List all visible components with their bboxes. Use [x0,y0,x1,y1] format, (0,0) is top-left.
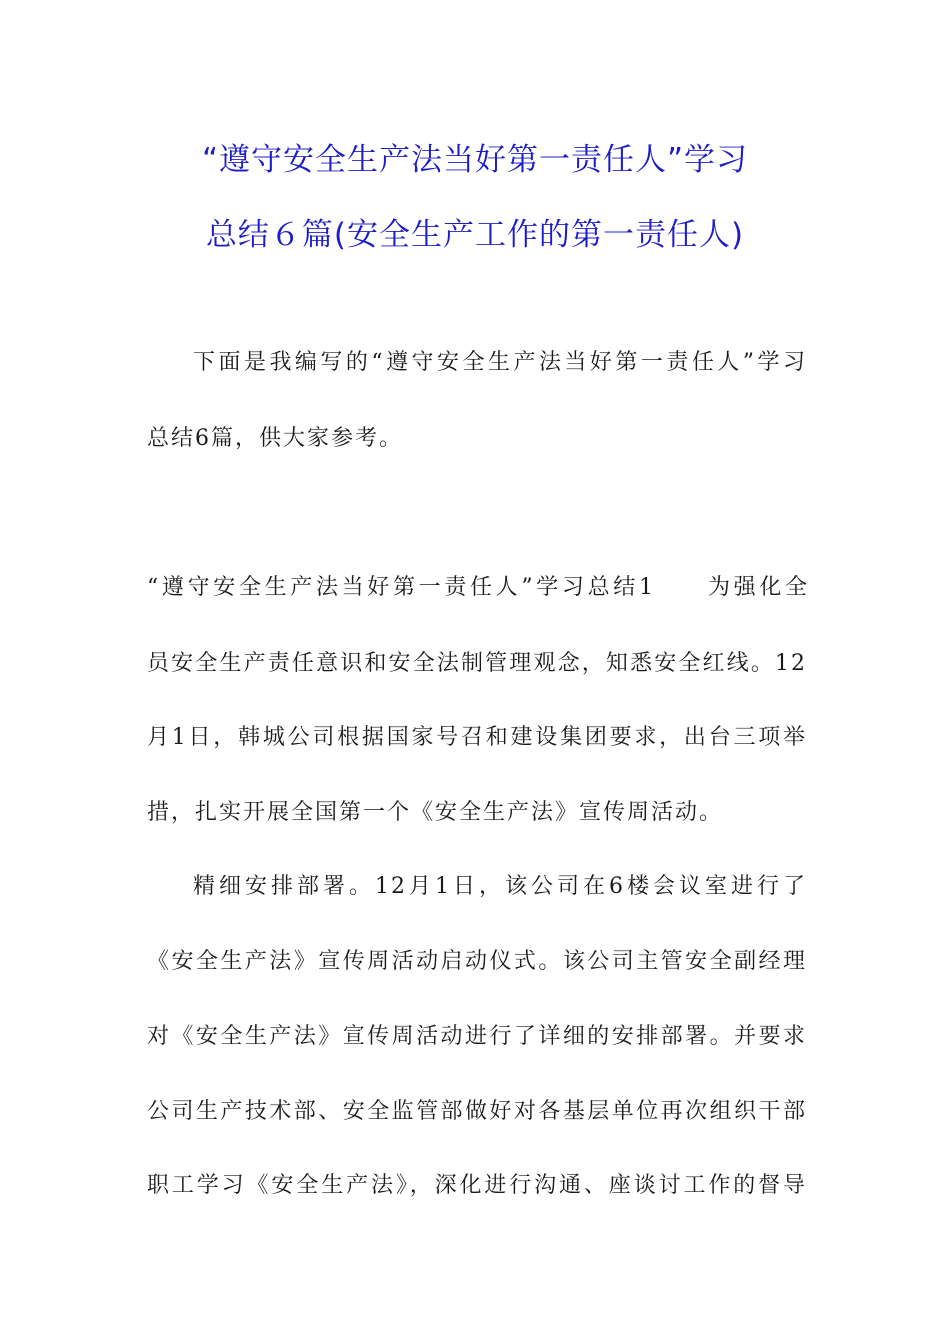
document-title-line-1: “遵守安全生产法当好第一责任人”学习 [201,142,749,178]
paragraph-line: 月1日，韩城公司根据国家号召和建设集团要求，出台三项举 [147,725,807,750]
paragraph-line: 员安全生产责任意识和安全法制管理观念，知悉安全红线。12 [147,651,807,676]
paragraph-line: 措，扎实开展全国第一个《安全生产法》宣传周活动。 [147,800,724,825]
paragraph-line: “遵守安全生产法当好第一责任人”学习总结1 为强化全 [147,575,807,600]
paragraph-line: 下面是我编写的“遵守安全生产法当好第一责任人”学习 [193,350,807,375]
paragraph-line: 总结6篇，供大家参考。 [147,426,403,451]
paragraph-line: 《安全生产法》宣传周活动启动仪式。该公司主管安全副经理 [147,949,807,974]
document-title-line-2: 总结６篇(安全生产工作的第一责任人) [205,217,745,253]
paragraph-line: 公司生产技术部、安全监管部做好对各基层单位再次组织干部 [147,1099,807,1124]
paragraph-line: 职工学习《安全生产法》，深化进行沟通、座谈讨工作的督导 [147,1173,807,1198]
paragraph-line: 精细安排部署。12月1日，该公司在6楼会议室进行了 [193,874,807,899]
paragraph-line: 对《安全生产法》宣传周活动进行了详细的安排部署。并要求 [147,1024,807,1049]
